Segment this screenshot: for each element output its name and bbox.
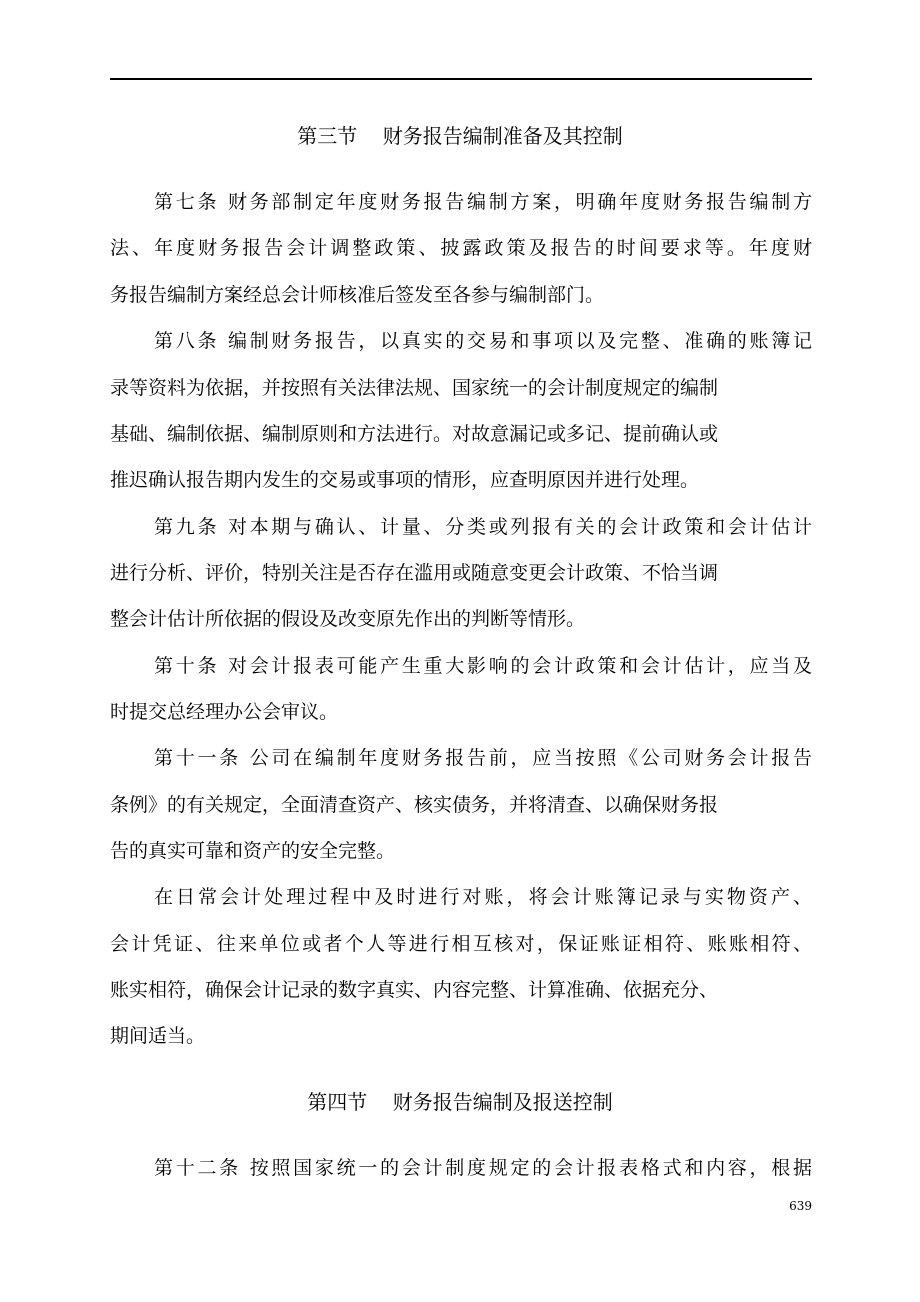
header-rule: [110, 78, 812, 80]
text-line: 第九条 对本期与确认、计量、分类或列报有关的会计政策和会计估计: [154, 516, 812, 538]
text-line: 告的真实可靠和资产的安全完整。: [110, 840, 396, 862]
text-line: 务报告编制方案经总会计师核准后签发至各参与编制部门。: [110, 284, 605, 306]
text-line: 第十条 对会计报表可能产生重大影响的会计政策和会计估计，应当及: [154, 655, 812, 677]
text-line: 时提交总经理办公会审议。: [110, 701, 339, 723]
text-line: 基础、编制依据、编制原则和方法进行。对故意漏记或多记、提前确认或: [110, 423, 719, 445]
section-heading-4: 第四节 财务报告编制及报送控制: [307, 1090, 613, 1114]
text-line: 期间适当。: [110, 1025, 206, 1047]
text-line: 推迟确认报告期内发生的交易或事项的情形，应查明原因并进行处理。: [110, 469, 700, 491]
text-line: 在日常会计处理过程中及时进行对账，将会计账簿记录与实物资产、: [154, 886, 812, 908]
text-line: 会计凭证、往来单位或者个人等进行相互核对，保证账证相符、账账相符、: [110, 933, 812, 955]
text-line: 第八条 编制财务报告，以真实的交易和事项以及完整、准确的账簿记: [154, 330, 812, 352]
text-line: 第十二条 按照国家统一的会计制度规定的会计报表格式和内容，根据: [154, 1157, 812, 1179]
text-line: 条例》的有关规定，全面清查资产、核实债务，并将清查、以确保财务报: [110, 794, 719, 816]
page-number: 639: [789, 1199, 812, 1213]
text-line: 第七条 财务部制定年度财务报告编制方案，明确年度财务报告编制方: [154, 191, 812, 213]
text-line: 整会计估计所依据的假设及改变原先作出的判断等情形。: [110, 608, 586, 630]
section-heading-3: 第三节 财务报告编制准备及其控制: [297, 124, 623, 148]
text-line: 录等资料为依据，并按照有关法律法规、国家统一的会计制度规定的编制: [110, 377, 719, 399]
text-line: 账实相符，确保会计记录的数字真实、内容完整、计算准确、依据充分、: [110, 979, 719, 1001]
text-line: 第十一条 公司在编制年度财务报告前，应当按照《公司财务会计报告: [154, 747, 812, 769]
text-line: 进行分析、评价，特别关注是否存在滥用或随意变更会计政策、不恰当调: [110, 562, 719, 584]
text-line: 法、年度财务报告会计调整政策、披露政策及报告的时间要求等。年度财: [110, 237, 812, 259]
